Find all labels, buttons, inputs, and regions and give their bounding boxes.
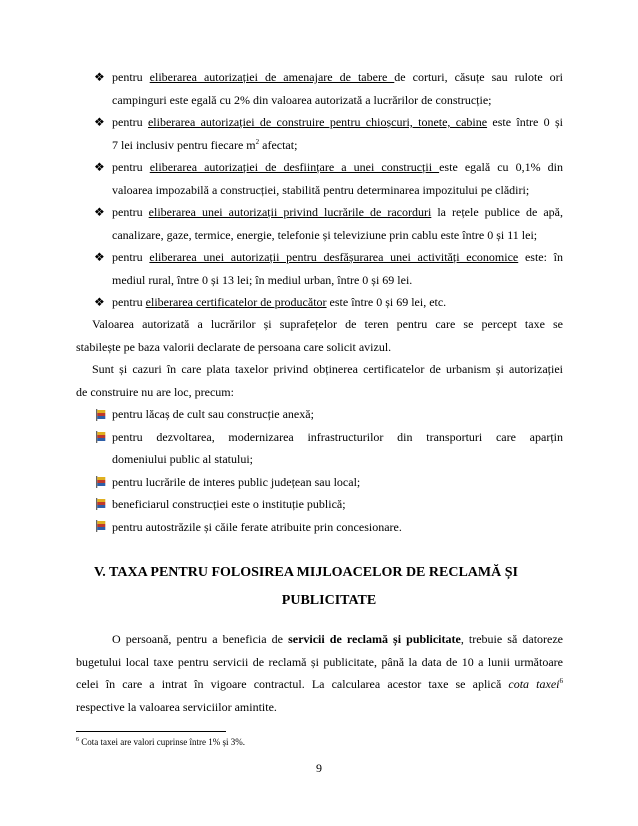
list-item: pentru eliberarea certificatelor de producător este între 0 și 69 lei, etc. <box>112 295 447 309</box>
list-item: pentru dezvoltarea, modernizarea infrastructurilor din transporturi care aparțin <box>112 429 563 444</box>
list-item: pentru eliberarea autorizației de desființare a unei construcții este egală cu 0,1% din valoarea impozabilă a construcției, stabilită pentru determinarea impozitului pe clădiri; <box>112 160 563 197</box>
paragraph: Valoarea autorizată a lucrărilor și suprafețelor de teren pentru care se percept taxe se stabilește pe baza valorii declarate de persoana care solicit avizul. <box>76 317 563 354</box>
list-item: pentru eliberarea unei autorizații privind lucrările de racorduri la rețele publice de apă, canalizare, gaze, termice, energie, telefonie și televiziune prin cablu este între 0 și 11 lei; <box>112 205 563 242</box>
diamond-bullet-icon: ❖ <box>94 295 105 309</box>
list-item: pentru eliberarea autorizației de amenajare de tabere de corturi, căsuțe sau rulote ori campinguri este egală cu 2% din valoarea autorizată a lucrărilor de construcție; <box>112 70 563 107</box>
paragraph: Sunt și cazuri în care plata taxelor privind obținerea certificatelor de urbanism și autorizației de construire nu are loc, precum: <box>76 362 563 399</box>
diamond-bullet-icon: ❖ <box>94 205 105 219</box>
page-number: 9 <box>316 761 322 775</box>
exemption-list: pentru lăcaș de cult sau construcție anexă; pentru dezvoltarea, modernizarea infrastructurilor din transporturi care aparțin domeniului public al statului; pentru lucrările de interes public județean sau local; beneficiarul construcției este o instituție publică; pentru autostrăzile și căile ferate atribuite prin concesionare. <box>112 403 563 538</box>
flag-bullet-icon <box>95 520 107 532</box>
list-item: pentru autostrăzile și căile ferate atribuite prin concesionare. <box>112 519 402 534</box>
list-item: pentru eliberarea autorizației de construire pentru chioșcuri, tonete, cabine este între 0 și 7 lei inclusiv pentru fiecare $m^2$ afectat; <box>112 115 563 152</box>
list-item: beneficiarul construcției este o instituție publică; <box>112 497 346 511</box>
diamond-bullet-icon: ❖ <box>94 115 105 129</box>
list-item: pentru eliberarea unei autorizații pentru desfășurarea unei activități economice este: în mediul rural, între 0 și 13 lei; în mediul urban, între 0 și 69 lei. <box>112 250 563 287</box>
section-heading: V. TAXA PENTRU FOLOSIREA MIJLOACELOR DE RECLAMĂ ȘI PUBLICITATE <box>94 565 518 608</box>
diamond-bullet-icon: ❖ <box>94 160 105 174</box>
diamond-bullet-icon: ❖ <box>94 250 105 264</box>
footnote-separator <box>76 731 226 732</box>
flag-bullet-icon <box>95 409 107 421</box>
footnote: $^6$ Cota taxei are valori cuprinse între 1% și 3%. <box>76 737 245 747</box>
authorization-fee-list <box>112 66 563 314</box>
list-item: pentru lucrările de interes public județean sau local; <box>112 474 361 489</box>
diamond-bullet-icon: ❖ <box>94 70 105 84</box>
flag-bullet-icon <box>95 476 107 488</box>
list-item: pentru lăcaș de cult sau construcție anexă; <box>112 407 314 421</box>
flag-bullet-icon <box>95 498 107 510</box>
flag-bullet-icon <box>95 431 107 443</box>
paragraph: O persoană, pentru a beneficia de servicii de reclamă și publicitate, trebuie să datoreze bugetului local taxe pentru servicii de reclamă și publicitate, până la data de 10 a lunii următoare celei în care a intrat în vigoare contractul. La calcularea acestor taxe se aplică cota taxei$^6$ respective la valoarea serviciilor amintite. <box>76 632 563 714</box>
